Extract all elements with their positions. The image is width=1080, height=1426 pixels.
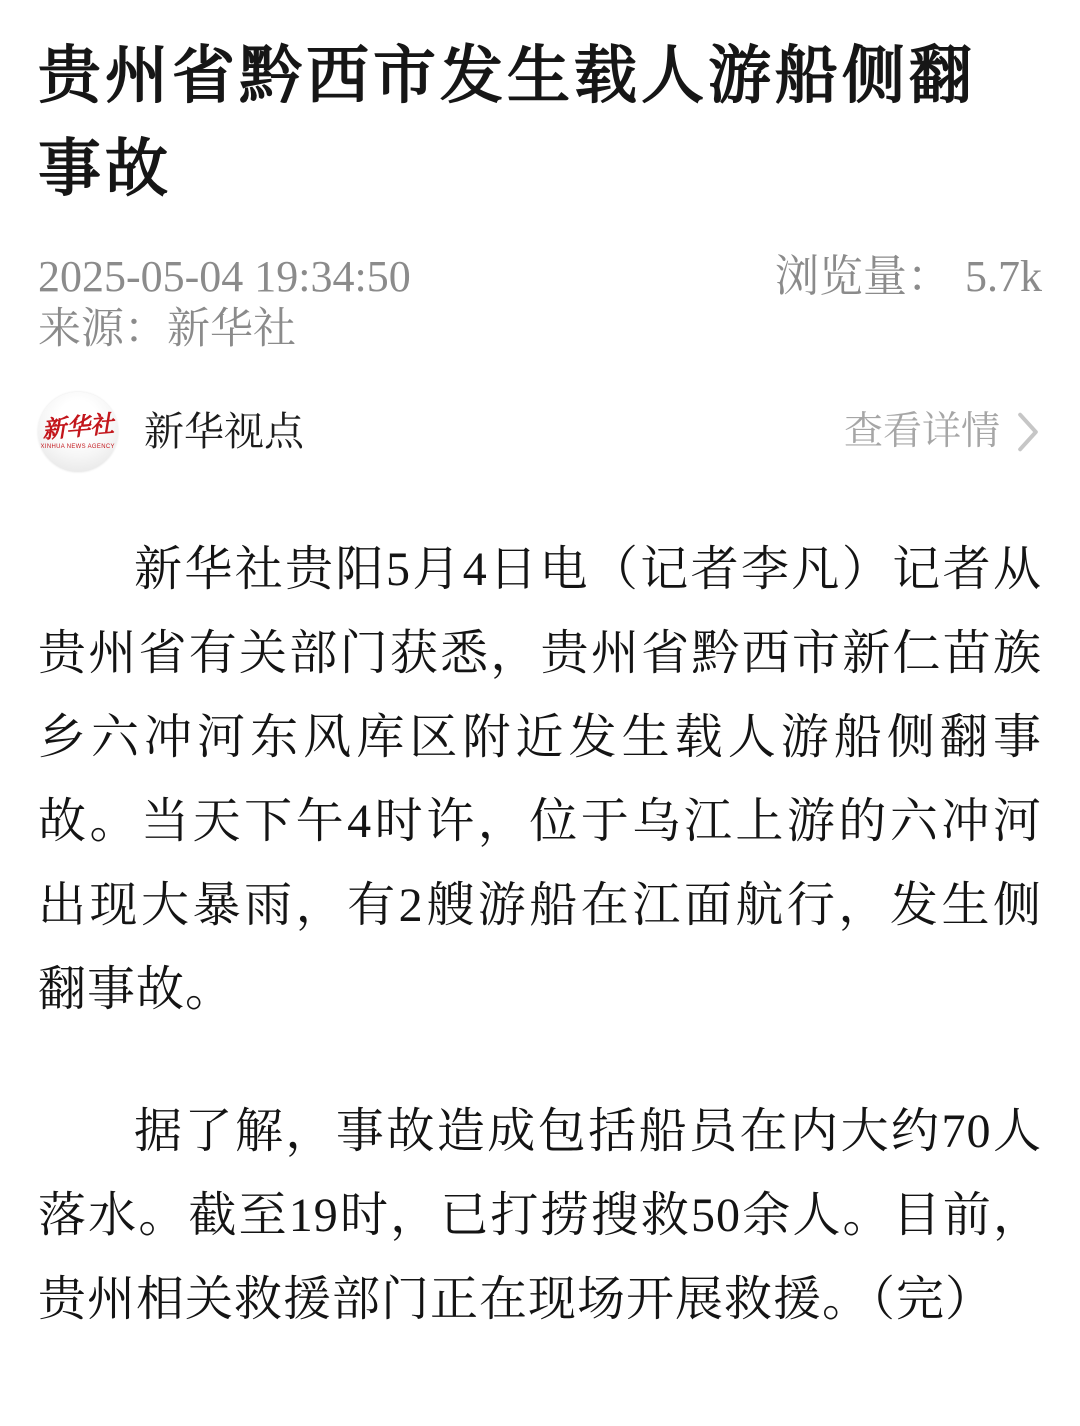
chevron-right-icon [1014, 410, 1042, 454]
xinhua-logo-text: 新华社 [40, 408, 116, 444]
source-label: 来源： [38, 305, 167, 353]
view-count-value: 5.7k [965, 252, 1042, 301]
publisher-card [38, 392, 1042, 472]
publisher-avatar xinhua-logo-icon [38, 392, 118, 472]
xinhua-logo-subtext: XINHUA NEWS AGENCY [40, 443, 116, 450]
article-paragraph: 据了解，事故造成包括船员在内大约70人落水。截至19时，已打捞搜救50余人。目前，贵州相关救援部门正在现场开展救援。（完） [38, 1105, 1042, 1327]
article-meta-row [38, 252, 1042, 303]
view-details-label: 查看详情 [843, 409, 1000, 453]
article-paragraph: 新华社贵阳5月4日电（记者李凡）记者从贵州省有关部门获悉，贵州省黔西市新仁苗族乡六冲河东风库区附近发生载人游船侧翻事故。当天下午4时许，位于乌江上游的六冲河出现大暴雨，有2艘游船在江面航行，发生侧翻事故。 [38, 543, 1042, 1017]
publisher-name: 新华视点 [144, 410, 304, 455]
article-body [38, 528, 1042, 1342]
view-count [775, 252, 1042, 303]
source-value: 新华社 [167, 305, 296, 353]
article-title: 贵州省黔西市发生载人游船侧翻事故 [38, 41, 976, 204]
view-count-label: 浏览量： [775, 252, 951, 301]
view-details-link[interactable] [844, 409, 1042, 456]
publish-timestamp: 2025-05-04 19:34:50 [38, 252, 411, 301]
article-source [38, 305, 1042, 354]
